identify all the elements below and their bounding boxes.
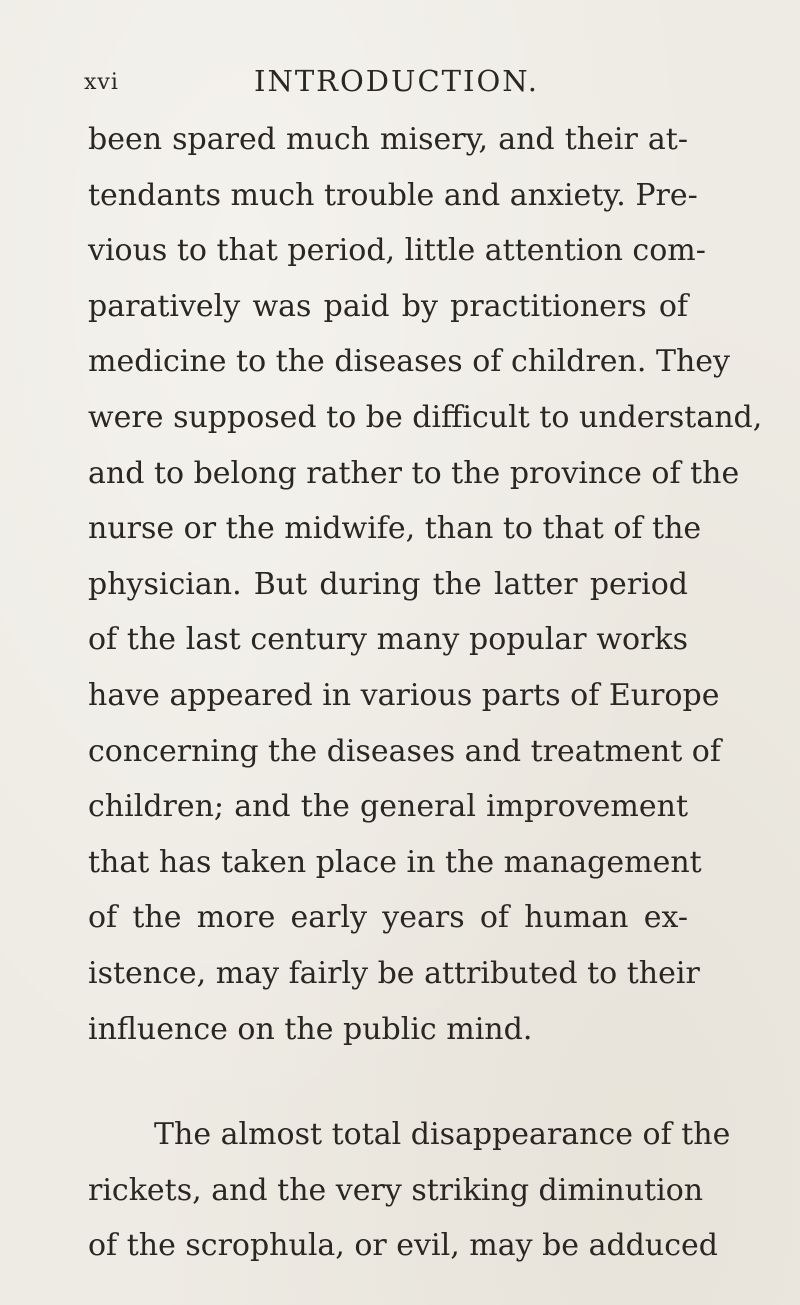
text-line: istence, may fairly be attributed to their xyxy=(88,955,700,991)
body-text xyxy=(88,112,763,1274)
text-line: were supposed to be difficult to understand, xyxy=(88,399,763,435)
text-line: paratively was paid by practitioners of xyxy=(88,288,688,324)
text-line: The almost total disappearance of the xyxy=(154,1117,731,1153)
text-line: medicine to the diseases of children. They xyxy=(88,344,730,380)
text-line: of the more early years of human ex- xyxy=(88,900,688,936)
paragraph-1 xyxy=(88,112,763,1057)
text-line: children; and the general improvement xyxy=(88,789,688,825)
page-number: xvi xyxy=(84,70,119,95)
paragraph-break xyxy=(88,1057,688,1107)
text-line: of the last century many popular works xyxy=(88,622,688,658)
text-line: tendants much trouble and anxiety. Pre- xyxy=(88,177,698,213)
text-line: and to belong rather to the province of the xyxy=(88,455,740,491)
text-line: rickets, and the very striking diminution xyxy=(88,1172,704,1208)
text-line: been spared much misery, and their at- xyxy=(88,122,688,157)
text-line: physician. But during the latter period xyxy=(88,566,688,602)
text-line: that has taken place in the management xyxy=(88,844,702,880)
text-line: influence on the public mind. xyxy=(88,1011,533,1047)
paragraph-2 xyxy=(88,1107,731,1274)
text-line: of the scrophula, or evil, may be adduced xyxy=(88,1228,718,1264)
text-line: concerning the diseases and treatment of xyxy=(88,733,721,769)
text-line: vious to that period, little attention com- xyxy=(88,233,706,269)
running-title: INTRODUCTION. xyxy=(254,64,539,98)
text-line: have appeared in various parts of Europe xyxy=(88,677,720,713)
text-line: nurse or the midwife, than to that of the xyxy=(88,511,702,547)
running-head xyxy=(84,64,684,104)
